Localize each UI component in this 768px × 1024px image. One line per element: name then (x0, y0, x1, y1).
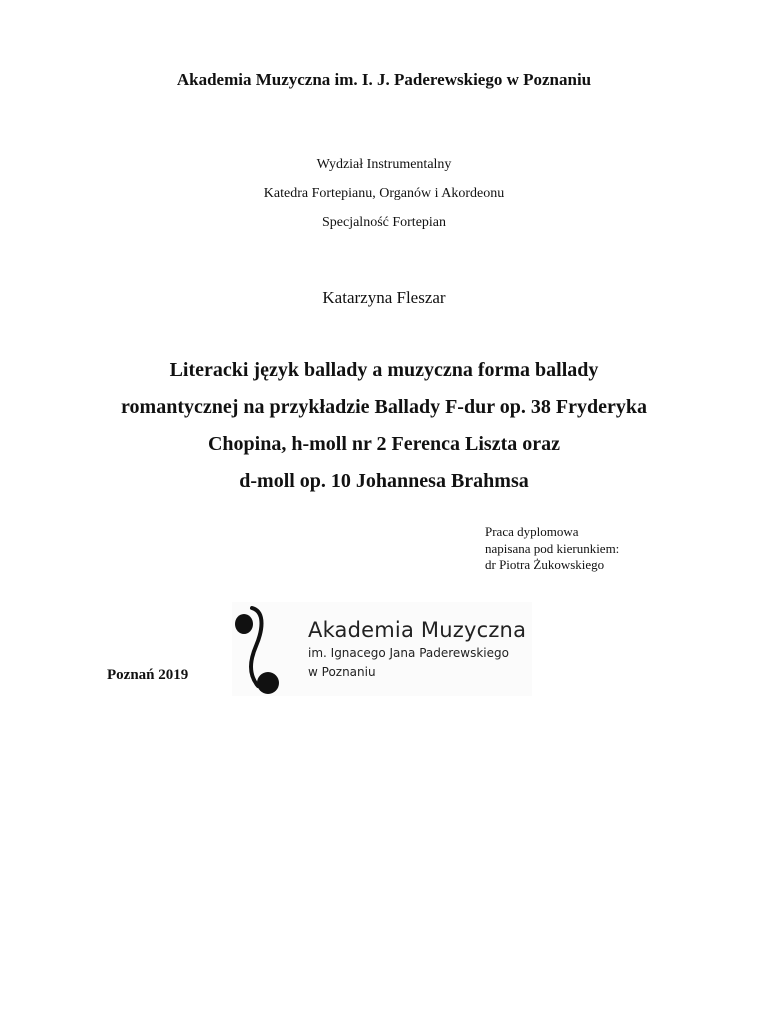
thesis-title-line-2: romantycznej na przykładzie Ballady F-dur op. 38 Fryderyka (121, 396, 647, 418)
supervisor-line-2: napisana pod kierunkiem: (485, 540, 620, 556)
supervisor-line-3: dr Piotra Żukowskiego (485, 557, 605, 572)
logo-text (308, 616, 526, 682)
author-name: Katarzyna Fleszar (322, 288, 446, 307)
chair-name: Katedra Fortepianu, Organów i Akordeonu (263, 186, 505, 201)
specialty-name: Specjalność Fortepian (321, 215, 447, 230)
city-year: Poznań 2019 (107, 667, 189, 683)
thesis-title-line-3: Chopina, h-moll nr 2 Ferenca Liszta oraz (207, 433, 561, 455)
institution-header: Akademia Muzyczna im. I. J. Paderewskiego w Poznaniu (176, 70, 592, 89)
logo-name: Akademia Muzyczna (308, 618, 527, 642)
academy-logo (232, 602, 532, 696)
logo-subtitle-1: im. Ignacego Jana Paderewskiego (308, 646, 509, 660)
department-block (0, 150, 768, 237)
supervisor-note (485, 524, 619, 574)
thesis-title-line-1: Literacki język ballady a muzyczna forma ballady (169, 359, 599, 381)
thesis-title (0, 352, 768, 500)
thesis-title-line-4: d-moll op. 10 Johannesa Brahmsa (239, 470, 529, 492)
treble-clef-logo-icon (232, 602, 288, 696)
faculty-name: Wydział Instrumentalny (316, 157, 452, 172)
logo-subtitle-2: w Poznaniu (308, 665, 376, 679)
supervisor-line-1: Praca dyplomowa (485, 524, 579, 539)
